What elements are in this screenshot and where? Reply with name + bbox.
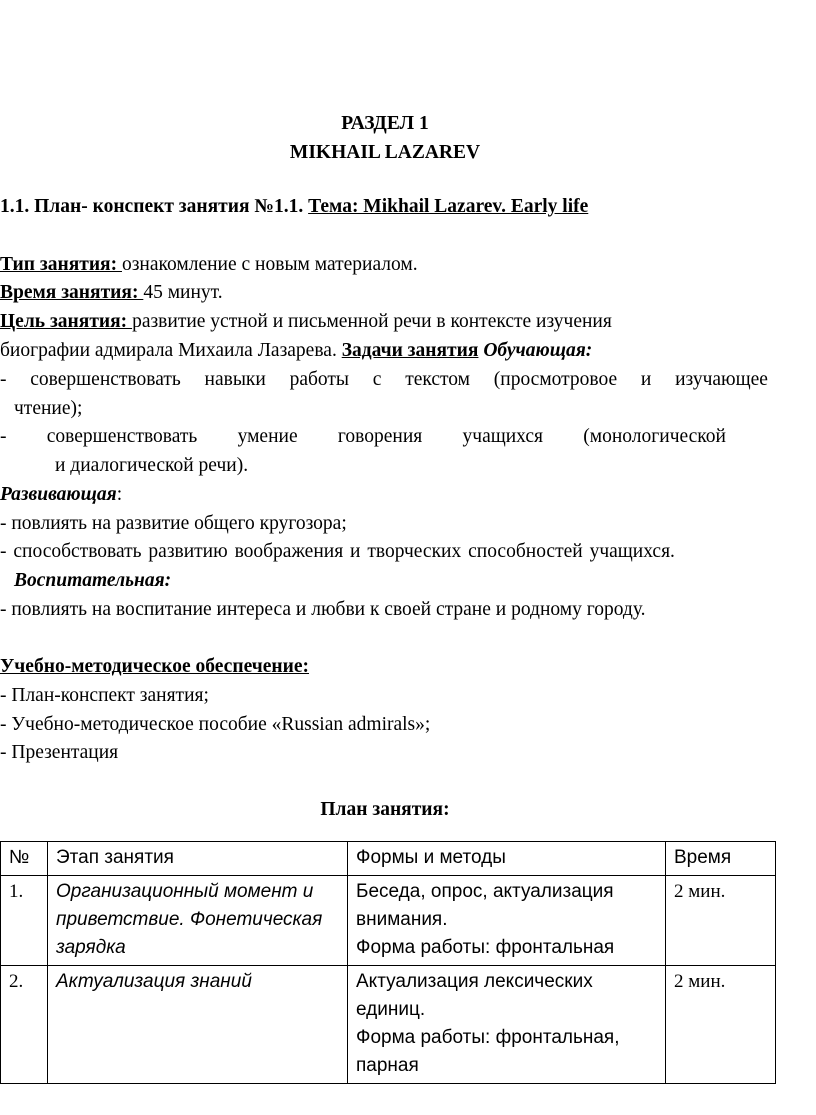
row-stage-line: Организационный момент и xyxy=(56,881,314,902)
teaching-item-1-word: - xyxy=(0,369,7,390)
header-time: Время xyxy=(666,842,776,876)
teaching-item-2-word: - xyxy=(0,426,7,447)
row-stage-line: Актуализация знаний xyxy=(56,971,252,992)
teaching-item-2-word: совершенствовать xyxy=(46,426,198,447)
support-item: - План-конспект занятия; xyxy=(0,685,209,706)
lesson-goal-value-line2: биографии адмирала Михаила Лазарева. xyxy=(0,340,337,361)
row-methods xyxy=(348,876,666,966)
support-label: Учебно-методическое обеспечение: xyxy=(0,656,310,677)
row-methods-line: внимания. xyxy=(356,909,448,930)
row-methods-line: Беседа, опрос, актуализация xyxy=(356,881,614,902)
table-row xyxy=(1,876,776,966)
support-item: - Презентация xyxy=(0,742,119,763)
lesson-type-label: Тип занятия: xyxy=(0,254,122,275)
plan-title: План занятия: xyxy=(320,799,450,820)
educational-label: Воспитательная: xyxy=(14,570,172,591)
lesson-heading-topic: Тема: Mikhail Lazarev. Early life xyxy=(308,196,589,217)
teaching-item-1-word: работы xyxy=(289,369,350,390)
plan-table xyxy=(0,841,776,1084)
lesson-goal-line2 xyxy=(0,340,592,362)
table-header-row xyxy=(1,842,776,876)
developing-item-2: - способствовать развитию воображения и творческих способностей учащихся. xyxy=(0,541,675,562)
educational-item-1: - повлиять на воспитание интереса и любви к своей стране и родному городу. xyxy=(0,599,646,620)
row-number: 1. xyxy=(1,876,48,966)
row-stage-line: зарядка xyxy=(56,937,126,958)
section-title: РАЗДЕЛ 1 xyxy=(341,113,429,134)
lesson-heading-prefix: 1.1. План- конспект занятия №1.1. xyxy=(0,196,304,217)
teaching-item-1-word: и xyxy=(640,369,652,390)
row-methods-line: Форма работы: фронтальная, xyxy=(356,1027,620,1048)
developing-colon: : xyxy=(116,484,123,505)
lesson-time-value: 45 минут. xyxy=(143,282,223,303)
row-time: 2 мин. xyxy=(666,876,776,966)
row-stage xyxy=(48,966,348,1084)
row-methods-line: единиц. xyxy=(356,999,426,1020)
teaching-item-2-line2: и диалогической речи). xyxy=(55,455,249,476)
teaching-item-1-word: текстом xyxy=(405,369,471,390)
row-stage xyxy=(48,876,348,966)
lesson-heading xyxy=(0,196,588,218)
row-methods xyxy=(348,966,666,1084)
teaching-label: Обучающая: xyxy=(483,340,593,361)
row-methods-line: Актуализация лексических xyxy=(356,971,593,992)
lesson-time xyxy=(0,282,223,304)
developing-heading xyxy=(0,484,122,506)
developing-label: Развивающая xyxy=(0,484,117,505)
header-methods: Формы и методы xyxy=(348,842,666,876)
lesson-type xyxy=(0,254,418,276)
teaching-item-1-word: навыки xyxy=(204,369,266,390)
teaching-item-1-word: изучающее xyxy=(675,369,768,390)
row-number: 2. xyxy=(1,966,48,1084)
teaching-item-1-word: с xyxy=(372,369,382,390)
teaching-item-1-word: совершенствовать xyxy=(30,369,181,390)
lesson-goal-label: Цель занятия: xyxy=(0,311,133,332)
row-stage-line: приветствие. Фонетическая xyxy=(56,909,323,930)
teaching-item-2-word: говорения xyxy=(337,426,423,447)
teaching-item-1-line2: чтение); xyxy=(14,398,83,419)
teaching-item-2-word: учащихся xyxy=(462,426,543,447)
row-methods-line: Форма работы: фронтальная xyxy=(356,937,615,958)
teaching-item-1-word: (просмотровое xyxy=(493,369,618,390)
row-time: 2 мин. xyxy=(666,966,776,1084)
teaching-item-1-line1 xyxy=(0,369,768,391)
row-methods-line: парная xyxy=(356,1055,419,1076)
lesson-goal-value-line1: развитие устной и письменной речи в контексте изучения xyxy=(132,311,612,332)
lesson-time-label: Время занятия: xyxy=(0,282,144,303)
support-item: - Учебно-методическое пособие «Russian admirals»; xyxy=(0,714,431,735)
tasks-label: Задачи занятия xyxy=(341,340,479,361)
table-row xyxy=(1,966,776,1084)
lesson-type-value: ознакомление с новым материалом. xyxy=(121,254,418,275)
lesson-goal xyxy=(0,311,612,333)
section-subtitle: MIKHAIL LAZAREV xyxy=(289,142,481,163)
header-stage: Этап занятия xyxy=(48,842,348,876)
teaching-item-2-line1 xyxy=(0,426,726,448)
header-number: № xyxy=(1,842,48,876)
teaching-item-2-word: (монологической xyxy=(583,426,726,447)
developing-item-1: - повлиять на развитие общего кругозора; xyxy=(0,513,347,534)
teaching-item-2-word: умение xyxy=(237,426,298,447)
